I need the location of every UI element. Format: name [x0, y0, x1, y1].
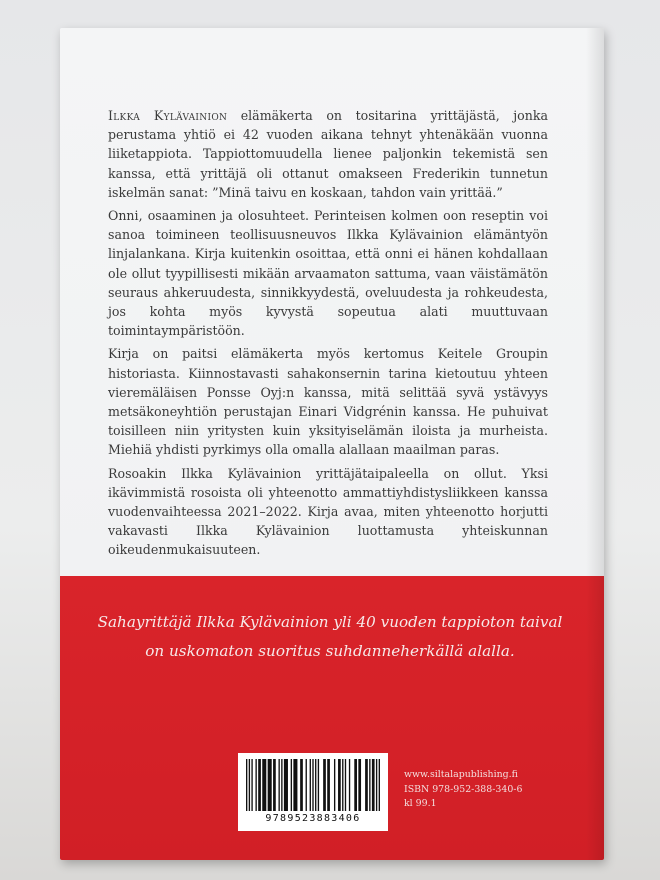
barcode-bar	[281, 759, 282, 811]
barcode-bar	[306, 759, 307, 811]
blurb-text	[108, 106, 548, 564]
barcode-bar	[349, 759, 350, 811]
blurb-paragraph-1	[108, 106, 548, 202]
cover-white-panel	[60, 28, 604, 576]
barcode-bar	[342, 759, 343, 811]
barcode-bar	[354, 759, 357, 811]
barcode-bar	[251, 759, 252, 811]
cover-tagline: Sahayrittäjä Ilkka Kylävainion yli 40 vuoden tappioton taival on uskomaton suoritus suhdanneherkällä alalla.	[97, 613, 563, 660]
barcode-bar	[293, 759, 297, 811]
barcode-bar	[291, 759, 292, 811]
barcode-bar	[249, 759, 250, 811]
publisher-classification: kl 99.1	[404, 798, 437, 809]
publisher-isbn: ISBN 978-952-388-340-6	[404, 783, 523, 795]
barcode-bar	[310, 759, 311, 811]
barcode-bar	[358, 759, 361, 811]
barcode-bar	[376, 759, 377, 811]
blurb-paragraph-1-text: elämäkerta on tositarina yrittäjästä, jonka perustama yhtiö ei 42 vuoden aikana tehnyt yhtenäkään vuonna liiketappiota. Tappiottomuudella lienee paljonkin tekemistä sen kanssa, että yrittäjä oli ottanut omakseen Frederikin tunnetun iskelmän sanat: ”Minä taivu en koskaan, tahdon vain yrittää.”	[108, 108, 548, 200]
barcode-bar	[365, 759, 368, 811]
barcode-bar	[278, 759, 279, 811]
isbn-barcode	[238, 753, 388, 831]
barcode-digits: 9789523883406	[265, 813, 361, 824]
barcode-bar	[312, 759, 313, 811]
barcode-bar	[268, 759, 272, 811]
barcode-bar	[315, 759, 316, 811]
barcode-bar	[379, 759, 380, 811]
barcode-bar	[258, 759, 261, 811]
barcode-bar	[334, 759, 335, 811]
publisher-website: www.siltalapublishing.fi	[404, 769, 518, 780]
barcode-bar	[284, 759, 288, 811]
publisher-info	[404, 768, 522, 812]
barcode-bar	[300, 759, 303, 811]
barcode-bar	[262, 759, 266, 811]
author-lead-smallcaps: Ilkka Kylävainion	[108, 108, 228, 123]
barcode-bar	[369, 759, 370, 811]
blurb-paragraph-2: Onni, osaaminen ja olosuhteet. Perinteisen kolmen oon reseptin voi sanoa toimineen teollisuusneuvos Ilkka Kylävainion elämäntyön linjalankana. Kirja kuitenkin osoittaa, että onni ei hänen kohdallaan ole ollut tyypillisesti mikään arvaamaton sattuma, vaan väistämätön seuraus ahkeruudesta, sinnikkyydestä, oveluudesta ja rohkeudesta, jos kohta myös kyvystä sopeutua alati muuttuvaan toimintaympäristöön.	[108, 208, 548, 339]
barcode-bar	[323, 759, 326, 811]
barcode-bar	[255, 759, 256, 811]
barcode-bar	[338, 759, 341, 811]
blurb-paragraph-4: Rosoakin Ilkka Kylävainion yrittäjätaipaleella on ollut. Yksi ikävimmistä rosoista oli yhteenotto ammattiyhdistysliikkeen kanssa vuodenvaihteessa 2021–2022. Kirja avaa, miten yhteenotto horjutti vakavasti Ilkka Kylävainion luottamusta yhteiskunnan oikeudenmukaisuuteen.	[108, 465, 548, 558]
book-back-cover	[60, 28, 604, 860]
cover-edge-shadow	[586, 28, 604, 860]
blurb-paragraph-3: Kirja on paitsi elämäkerta myös kertomus Keitele Groupin historiasta. Kiinnostavasti sahakonsernin tarina kietoutuu yhteen vieremäläisen Ponsse Oyj:n kanssa, mitä selittää syvä ystävyys metsäkoneyhtiön perustajan Einari Vidgrénin kanssa. He puhuivat toisilleen niin yritysten kuin yksityiselämän iloista ja murheista. Miehiä yhdisti pyrkimys olla omalla alallaan maailman paras.	[108, 346, 548, 458]
barcode-bar	[372, 759, 375, 811]
barcode-bar	[327, 759, 330, 811]
barcode-bar	[246, 759, 247, 811]
barcode-bar	[345, 759, 346, 811]
barcode-bar	[318, 759, 319, 811]
barcode-bar	[273, 759, 276, 811]
barcode-icon	[244, 759, 382, 811]
